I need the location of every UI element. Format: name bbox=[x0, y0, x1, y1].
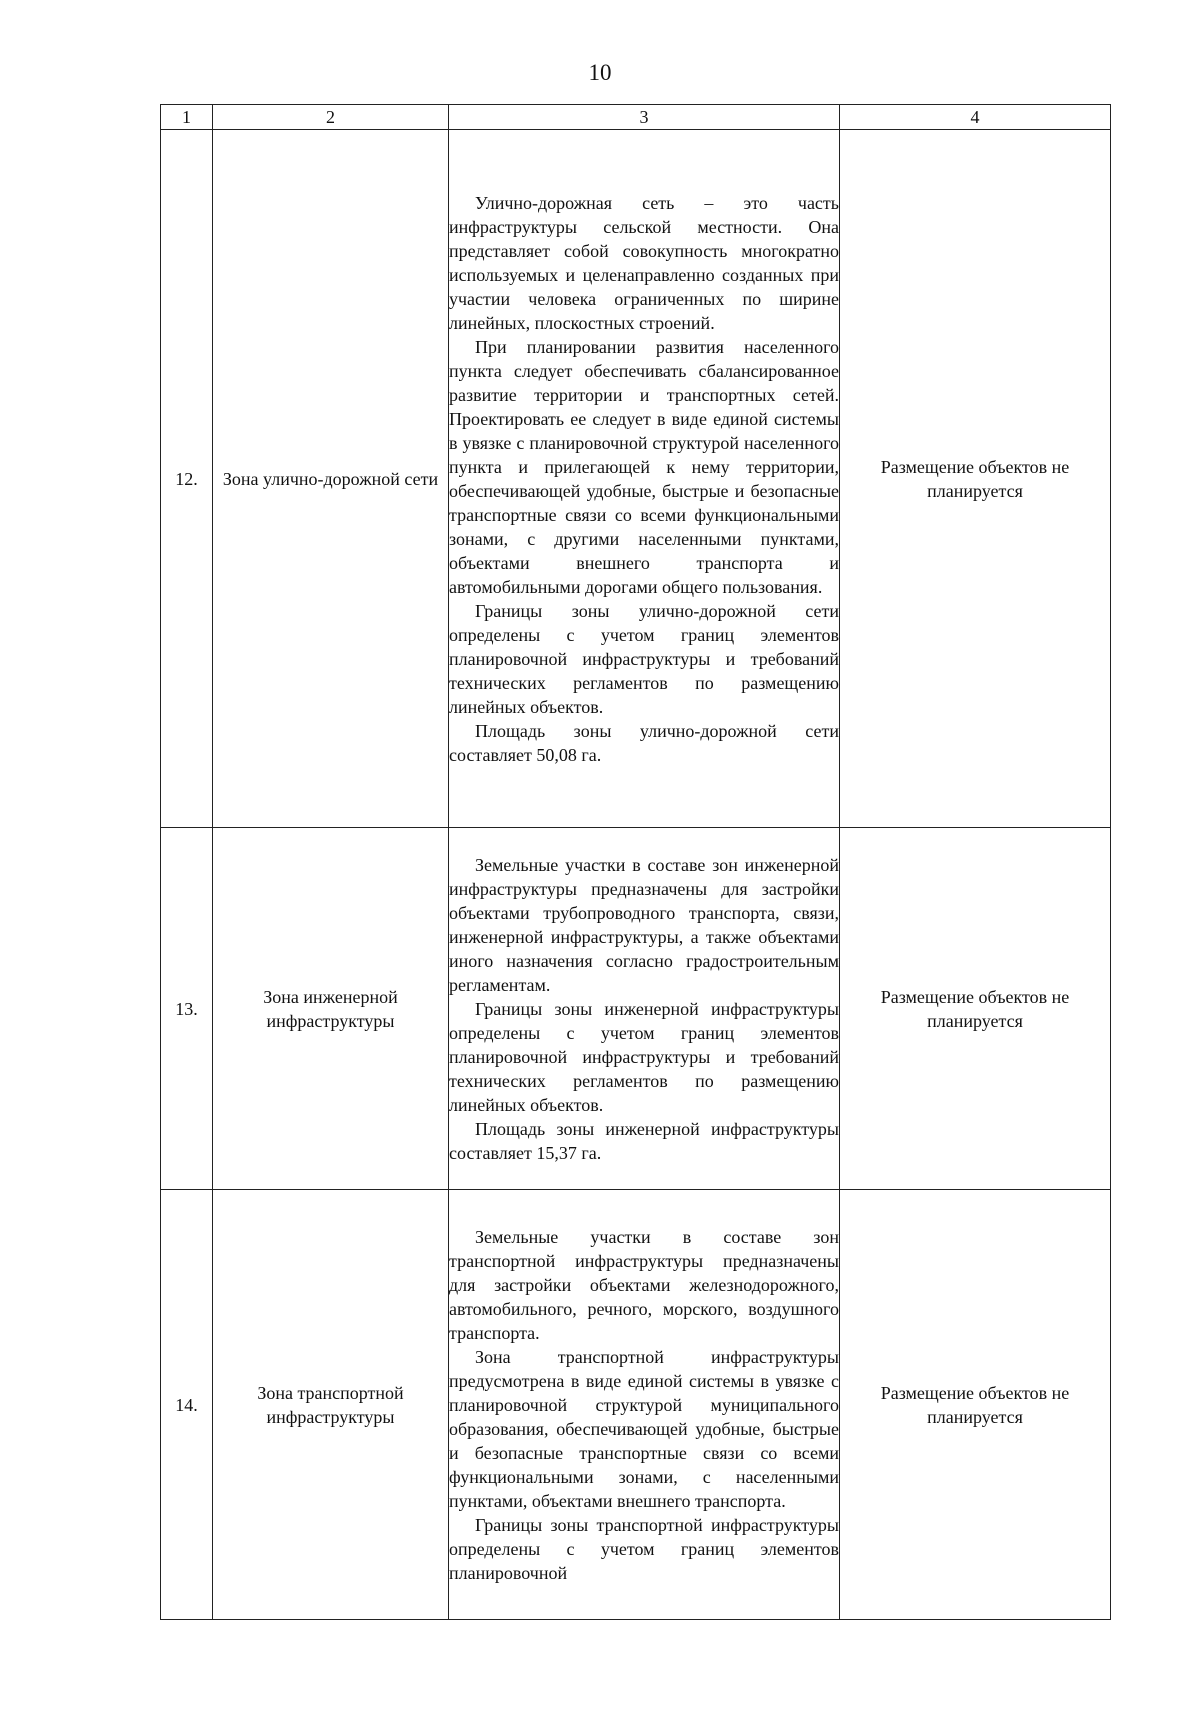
header-cell-4: 4 bbox=[840, 105, 1111, 130]
zone-description bbox=[449, 1190, 840, 1620]
header-cell-3: 3 bbox=[449, 105, 840, 130]
zone-description bbox=[449, 828, 840, 1190]
zone-description bbox=[449, 130, 840, 828]
placement-note: Размещение объектов не планируется bbox=[840, 130, 1111, 828]
description-paragraph: Границы зоны улично-дорожной сети определены с учетом границ элементов планировочной инфраструктуры и требований технических регламентов по размещению линейных объектов. bbox=[449, 600, 839, 717]
page-number: 10 bbox=[588, 60, 612, 85]
description-paragraph: Границы зоны транспортной инфраструктуры определены с учетом границ элементов планировочной bbox=[449, 1514, 839, 1583]
table-row bbox=[161, 828, 1111, 1190]
header-cell-2: 2 bbox=[213, 105, 449, 130]
description-paragraph: Границы зоны инженерной инфраструктуры определены с учетом границ элементов планировочной инфраструктуры и требований технических регламентов по размещению линейных объектов. bbox=[449, 998, 839, 1115]
placement-note: Размещение объектов не планируется bbox=[840, 1190, 1111, 1620]
table-header-row bbox=[161, 105, 1111, 130]
header-cell-1: 1 bbox=[161, 105, 213, 130]
description-paragraph: Площадь зоны улично-дорожной сети составляет 50,08 га. bbox=[449, 720, 839, 765]
description-paragraph: Земельные участки в составе зон инженерной инфраструктуры предназначены для застройки объектами трубопроводного транспорта, связи, инженерной инфраструктуры, а также объектами иного назначения согласно градостроительным регламентам. bbox=[449, 854, 839, 995]
description-paragraph: При планировании развития населенного пункта следует обеспечивать сбалансированное развитие территории и транспортных сетей. Проектировать ее следует в виде единой системы в увязке с планировочной структурой населенного пункта и прилегающей к нему территории, обеспечивающей удобные, быстрые и безопасные транспортные связи со всеми функциональными зонами, с другими населенными пунктами, объектами внешнего транспорта и автомобильными дорогами общего пользования. bbox=[449, 336, 839, 597]
description-paragraph: Улично-дорожная сеть – это часть инфраструктуры сельской местности. Она представляет собой совокупность многократно используемых и целенаправленно созданных при участии человека ограниченных по ширине линейных, плоскостных строений. bbox=[449, 192, 839, 333]
zone-name: Зона транспортной инфраструктуры bbox=[213, 1190, 449, 1620]
placement-note: Размещение объектов не планируется bbox=[840, 828, 1111, 1190]
zone-name: Зона улично-дорожной сети bbox=[213, 130, 449, 828]
row-number: 12. bbox=[161, 130, 213, 828]
description-paragraph: Земельные участки в составе зон транспортной инфраструктуры предназначены для застройки объектами железнодорожного, автомобильного, речного, морского, воздушного транспорта. bbox=[449, 1226, 839, 1343]
description-paragraph: Зона транспортной инфраструктуры предусмотрена в виде единой системы в увязке с планировочной структурой муниципального образования, обеспечивающей удобные, быстрые и безопасные транспортные связи со всеми функциональными зонами, с населенными пунктами, объектами внешнего транспорта. bbox=[449, 1346, 839, 1511]
row-number: 14. bbox=[161, 1190, 213, 1620]
table-row bbox=[161, 130, 1111, 828]
zones-table bbox=[160, 104, 1111, 1620]
row-number: 13. bbox=[161, 828, 213, 1190]
zone-name: Зона инженерной инфраструктуры bbox=[213, 828, 449, 1190]
description-paragraph: Площадь зоны инженерной инфраструктуры составляет 15,37 га. bbox=[449, 1118, 839, 1163]
table-row bbox=[161, 1190, 1111, 1620]
